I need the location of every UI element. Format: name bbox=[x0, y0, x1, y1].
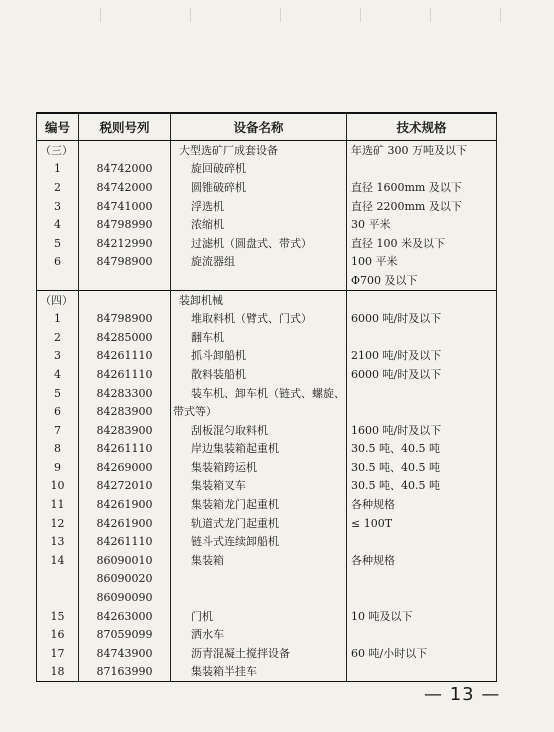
equipment-name: 翻车机 bbox=[171, 328, 347, 347]
table-row bbox=[37, 458, 497, 477]
table-row bbox=[37, 663, 497, 682]
table-row bbox=[37, 440, 497, 459]
item-number: 8 bbox=[37, 440, 79, 459]
specification bbox=[347, 384, 497, 403]
tariff-code bbox=[79, 141, 171, 160]
table-row bbox=[37, 607, 497, 626]
table-row bbox=[37, 495, 497, 514]
item-number bbox=[37, 570, 79, 589]
item-number: 15 bbox=[37, 607, 79, 626]
table-row bbox=[37, 271, 497, 290]
specification bbox=[347, 625, 497, 644]
tariff-code bbox=[79, 271, 171, 290]
specification: 30.5 吨、40.5 吨 bbox=[347, 458, 497, 477]
specification: 6000 吨/时及以下 bbox=[347, 309, 497, 328]
tariff-code: 84285000 bbox=[79, 328, 171, 347]
header-equipment-name: 设备名称 bbox=[171, 113, 347, 141]
specification: 1600 吨/时及以下 bbox=[347, 421, 497, 440]
tariff-code: 84261900 bbox=[79, 514, 171, 533]
item-number: 1 bbox=[37, 309, 79, 328]
tariff-code: 84798990 bbox=[79, 215, 171, 234]
equipment-name: 旋回破碎机 bbox=[171, 160, 347, 179]
equipment-name bbox=[171, 588, 347, 607]
tariff-code: 84261110 bbox=[79, 365, 171, 384]
specification: 年选矿 300 万吨及以下 bbox=[347, 141, 497, 160]
item-number: （四） bbox=[37, 290, 79, 309]
table-row bbox=[37, 644, 497, 663]
item-number: 13 bbox=[37, 532, 79, 551]
specification: 2100 吨/时及以下 bbox=[347, 347, 497, 366]
section-heading-row bbox=[37, 290, 497, 309]
equipment-name: 集装箱龙门起重机 bbox=[171, 495, 347, 514]
equipment-name: 装卸机械 bbox=[171, 290, 347, 309]
item-number: （三） bbox=[37, 141, 79, 160]
item-number: 11 bbox=[37, 495, 79, 514]
header-row bbox=[37, 113, 497, 141]
section-heading-row bbox=[37, 141, 497, 160]
table-row bbox=[37, 347, 497, 366]
table-row bbox=[37, 253, 497, 272]
specification: 30 平米 bbox=[347, 215, 497, 234]
item-number: 6 bbox=[37, 402, 79, 421]
equipment-table bbox=[36, 112, 497, 682]
tariff-code: 84283300 bbox=[79, 384, 171, 403]
equipment-name bbox=[171, 570, 347, 589]
table-row bbox=[37, 532, 497, 551]
equipment-name: 过滤机（圆盘式、带式） bbox=[171, 234, 347, 253]
equipment-name: 散料装船机 bbox=[171, 365, 347, 384]
item-number: 18 bbox=[37, 663, 79, 682]
specification: 10 吨及以下 bbox=[347, 607, 497, 626]
table-row bbox=[37, 588, 497, 607]
equipment-name bbox=[171, 271, 347, 290]
table-row bbox=[37, 625, 497, 644]
item-number: 1 bbox=[37, 160, 79, 179]
equipment-name: 堆取料机（臂式、门式） bbox=[171, 309, 347, 328]
tariff-code: 84283900 bbox=[79, 402, 171, 421]
table-row bbox=[37, 570, 497, 589]
item-number: 2 bbox=[37, 328, 79, 347]
specification: 直径 1600mm 及以下 bbox=[347, 178, 497, 197]
item-number: 3 bbox=[37, 197, 79, 216]
tariff-code: 84212990 bbox=[79, 234, 171, 253]
table-row bbox=[37, 160, 497, 179]
header-specification: 技术规格 bbox=[347, 113, 497, 141]
item-number: 4 bbox=[37, 365, 79, 384]
tariff-code: 84272010 bbox=[79, 477, 171, 496]
specification: 100 平米 bbox=[347, 253, 497, 272]
specification bbox=[347, 570, 497, 589]
table-body bbox=[37, 141, 497, 682]
item-number: 6 bbox=[37, 253, 79, 272]
specification bbox=[347, 663, 497, 682]
table-row bbox=[37, 551, 497, 570]
specification: 30.5 吨、40.5 吨 bbox=[347, 477, 497, 496]
tariff-code: 84269000 bbox=[79, 458, 171, 477]
specification: Φ700 及以下 bbox=[347, 271, 497, 290]
equipment-name: 轨道式龙门起重机 bbox=[171, 514, 347, 533]
table-row bbox=[37, 197, 497, 216]
tariff-code: 84261110 bbox=[79, 532, 171, 551]
item-number bbox=[37, 588, 79, 607]
item-number: 14 bbox=[37, 551, 79, 570]
tariff-code: 84743900 bbox=[79, 644, 171, 663]
equipment-name: 刮板混匀取料机 bbox=[171, 421, 347, 440]
item-number: 7 bbox=[37, 421, 79, 440]
table-row bbox=[37, 421, 497, 440]
item-number bbox=[37, 271, 79, 290]
tariff-code: 84742000 bbox=[79, 160, 171, 179]
table-row bbox=[37, 365, 497, 384]
equipment-name: 带式等） bbox=[171, 402, 347, 421]
equipment-name: 浮选机 bbox=[171, 197, 347, 216]
tariff-code: 84261900 bbox=[79, 495, 171, 514]
bleed-through-header bbox=[60, 4, 540, 26]
equipment-name: 门机 bbox=[171, 607, 347, 626]
item-number: 12 bbox=[37, 514, 79, 533]
tariff-code: 86090020 bbox=[79, 570, 171, 589]
equipment-name: 沥青混凝土搅拌设备 bbox=[171, 644, 347, 663]
tariff-code: 86090090 bbox=[79, 588, 171, 607]
tariff-code: 84742000 bbox=[79, 178, 171, 197]
specification: 60 吨/小时以下 bbox=[347, 644, 497, 663]
specification: 6000 吨/时及以下 bbox=[347, 365, 497, 384]
tariff-code: 87163990 bbox=[79, 663, 171, 682]
tariff-code: 84798900 bbox=[79, 309, 171, 328]
specification bbox=[347, 290, 497, 309]
table-row bbox=[37, 328, 497, 347]
specification: 直径 100 米及以下 bbox=[347, 234, 497, 253]
tariff-code: 84741000 bbox=[79, 197, 171, 216]
table-row bbox=[37, 234, 497, 253]
item-number: 16 bbox=[37, 625, 79, 644]
table-row bbox=[37, 477, 497, 496]
table-row bbox=[37, 384, 497, 403]
equipment-name: 大型选矿厂成套设备 bbox=[171, 141, 347, 160]
tariff-code: 84263000 bbox=[79, 607, 171, 626]
specification: ≤ 100T bbox=[347, 514, 497, 533]
equipment-name: 集装箱叉车 bbox=[171, 477, 347, 496]
item-number: 17 bbox=[37, 644, 79, 663]
table-row bbox=[37, 309, 497, 328]
specification: 直径 2200mm 及以下 bbox=[347, 197, 497, 216]
equipment-name: 链斗式连续卸船机 bbox=[171, 532, 347, 551]
tariff-code: 84283900 bbox=[79, 421, 171, 440]
table-row bbox=[37, 514, 497, 533]
specification bbox=[347, 532, 497, 551]
tariff-code bbox=[79, 290, 171, 309]
page-number: — 13 — bbox=[424, 684, 501, 705]
item-number: 10 bbox=[37, 477, 79, 496]
equipment-name: 旋流器组 bbox=[171, 253, 347, 272]
table-row bbox=[37, 402, 497, 421]
equipment-name: 集装箱跨运机 bbox=[171, 458, 347, 477]
header-no: 编号 bbox=[37, 113, 79, 141]
specification bbox=[347, 402, 497, 421]
item-number: 5 bbox=[37, 384, 79, 403]
specification: 各种规格 bbox=[347, 495, 497, 514]
specification: 各种规格 bbox=[347, 551, 497, 570]
item-number: 2 bbox=[37, 178, 79, 197]
tariff-code: 84798900 bbox=[79, 253, 171, 272]
table-row bbox=[37, 178, 497, 197]
equipment-name: 洒水车 bbox=[171, 625, 347, 644]
item-number: 5 bbox=[37, 234, 79, 253]
equipment-name: 浓缩机 bbox=[171, 215, 347, 234]
equipment-name: 集装箱半挂车 bbox=[171, 663, 347, 682]
specification bbox=[347, 328, 497, 347]
item-number: 4 bbox=[37, 215, 79, 234]
specification bbox=[347, 160, 497, 179]
equipment-name: 装车机、卸车机（链式、螺旋、 bbox=[171, 384, 347, 403]
item-number: 3 bbox=[37, 347, 79, 366]
specification bbox=[347, 588, 497, 607]
header-tariff-code: 税则号列 bbox=[79, 113, 171, 141]
equipment-name: 岸边集装箱起重机 bbox=[171, 440, 347, 459]
equipment-name: 集装箱 bbox=[171, 551, 347, 570]
tariff-code: 84261110 bbox=[79, 347, 171, 366]
tariff-code: 86090010 bbox=[79, 551, 171, 570]
item-number: 9 bbox=[37, 458, 79, 477]
tariff-code: 87059099 bbox=[79, 625, 171, 644]
equipment-name: 圆锥破碎机 bbox=[171, 178, 347, 197]
table-row bbox=[37, 215, 497, 234]
tariff-code: 84261110 bbox=[79, 440, 171, 459]
equipment-name: 抓斗卸船机 bbox=[171, 347, 347, 366]
specification: 30.5 吨、40.5 吨 bbox=[347, 440, 497, 459]
